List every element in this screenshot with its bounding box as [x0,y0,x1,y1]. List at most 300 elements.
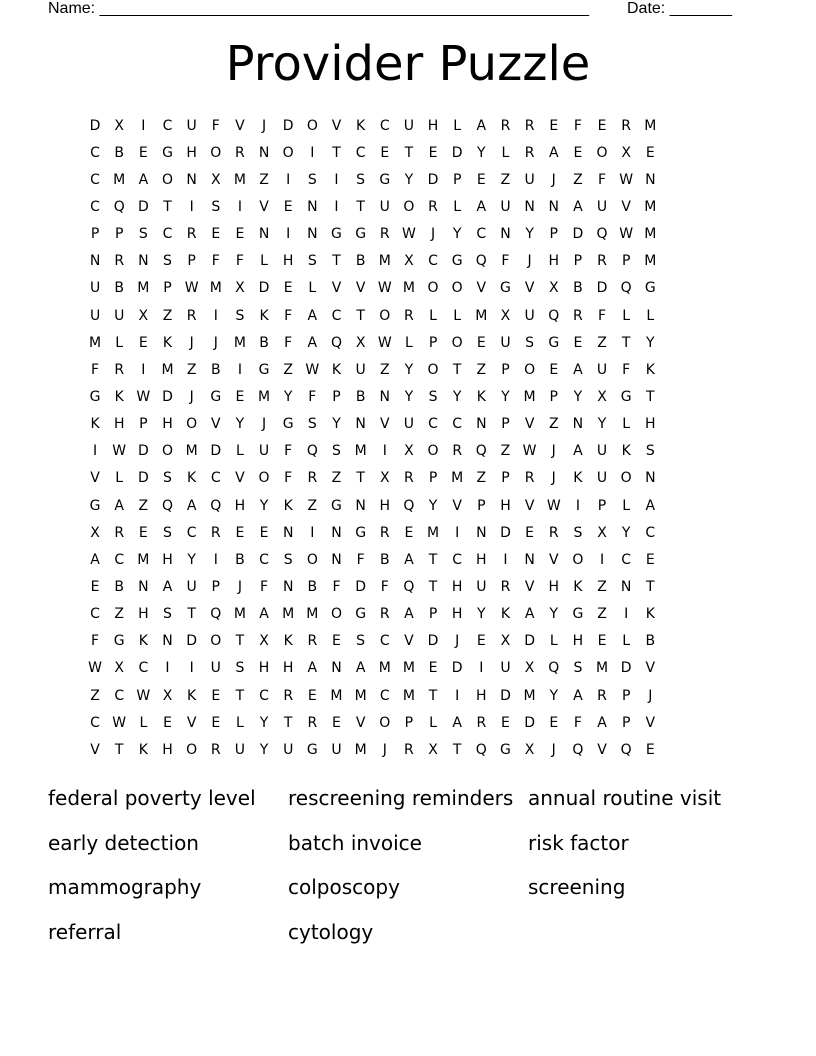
grid-cell: Z [114,606,124,623]
grid-cell: G [548,334,560,351]
grid-cell: R [210,524,221,541]
grid-cell: N [476,416,487,433]
grid-cell: P [428,334,438,351]
grid-cell: E [597,633,607,650]
grid-cell: O [403,198,415,215]
grid-cell: U [89,307,101,324]
grid-cell: N [258,226,270,243]
grid-cell: A [573,198,583,215]
grid-cell: J [261,416,267,433]
word-list-item: colposcopy [288,875,400,900]
grid-cell: N [548,198,559,215]
grid-cell: N [282,524,294,541]
grid-cell: F [501,253,510,270]
grid-cell: O [282,144,294,161]
grid-cell: O [379,307,391,324]
grid-cell: A [573,443,583,460]
grid-cell: E [597,117,607,134]
grid-cell: C [90,606,100,623]
grid-cell: W [136,687,151,704]
grid-cell: H [258,660,270,677]
grid-cell: C [210,470,221,487]
grid-cell: Q [210,497,222,514]
grid-cell: R [524,144,535,161]
grid-cell: V [331,117,342,134]
grid-cell: I [141,117,146,134]
grid-cell: V [524,578,535,595]
grid-cell: A [404,551,414,568]
grid-cell: F [91,633,100,650]
grid-cell: T [332,253,341,270]
grid-cell: G [500,741,511,758]
grid-cell: H [379,497,391,514]
grid-cell: N [138,578,149,595]
grid-cell: S [332,443,341,460]
grid-cell: T [428,687,438,704]
grid-cell: B [210,361,221,378]
grid-cell: X [379,470,390,487]
grid-cell: V [379,416,390,433]
word-list-item: rescreening reminders [288,786,514,811]
word-list-item: mammography [48,875,202,900]
grid-cell: L [236,443,244,460]
grid-cell: D [596,280,608,297]
grid-cell: T [356,470,365,487]
grid-cell: F [597,307,607,324]
grid-cell: R [307,633,318,650]
grid-cell: D [258,280,270,297]
grid-cell: Z [138,497,149,514]
grid-cell: H [476,687,487,704]
grid-cell: M [137,280,150,297]
grid-cell: I [237,198,242,215]
grid-cell: A [645,497,656,514]
grid-cell: L [453,198,462,215]
grid-cell: Z [162,307,173,324]
grid-cell: N [645,171,656,188]
grid-cell: I [189,198,194,215]
grid-cell: K [187,687,197,704]
grid-cell: A [162,578,173,595]
grid-cell: G [451,253,463,270]
grid-cell: V [90,741,100,758]
grid-cell: X [597,524,607,541]
grid-cell: E [645,144,655,161]
grid-cell: P [549,388,558,405]
grid-cell: R [114,361,125,378]
grid-cell: M [644,253,657,270]
grid-cell: I [382,443,387,460]
grid-cell: V [235,470,245,487]
grid-cell: H [138,606,149,623]
grid-cell: F [235,253,244,270]
grid-cell: Y [621,524,631,541]
grid-cell: R [597,253,607,270]
grid-cell: E [380,144,390,161]
grid-cell: O [330,606,342,623]
grid-cell: I [286,171,291,188]
grid-cell: S [138,226,148,243]
grid-cell: R [379,226,390,243]
grid-cell: D [572,226,584,243]
grid-row [83,736,735,763]
grid-cell: C [428,416,438,433]
grid-cell: N [307,226,318,243]
grid-cell: A [259,606,269,623]
grid-cell: A [114,497,124,514]
grid-cell: F [573,714,582,731]
grid-cell: P [211,578,220,595]
grid-cell: U [186,578,197,595]
grid-cell: B [355,388,366,405]
grid-cell: Z [90,687,100,704]
grid-cell: I [624,606,629,623]
grid-cell: A [307,334,318,351]
grid-cell: E [549,361,559,378]
grid-cell: I [189,660,194,677]
grid-cell: K [573,578,583,595]
grid-cell: M [354,687,367,704]
grid-cell: E [476,633,486,650]
grid-row [83,302,735,329]
grid-cell: T [114,741,124,758]
name-field[interactable]: Name: _______________________________________________________ [48,0,589,17]
header [48,0,748,20]
grid-cell: X [500,307,511,324]
grid-cell: F [308,388,317,405]
grid-cell: R [307,470,318,487]
grid-cell: M [113,171,126,188]
grid-cell: R [476,714,487,731]
grid-cell: D [500,687,511,704]
grid-cell: L [115,470,124,487]
grid-cell: A [573,687,583,704]
grid-cell: P [597,497,607,514]
grid-cell: V [355,714,366,731]
grid-cell: D [89,117,101,134]
grid-row [83,383,735,410]
grid-cell: A [573,361,583,378]
grid-cell: A [524,606,535,623]
grid-cell: E [573,334,583,351]
grid-cell: T [163,198,172,215]
grid-cell: D [186,633,198,650]
word-list-item: referral [48,919,122,944]
grid-cell: U [596,470,608,487]
grid-cell: M [306,606,319,623]
grid-cell: L [308,280,317,297]
grid-cell: M [161,361,174,378]
grid-cell: F [380,578,389,595]
grid-cell: A [404,606,414,623]
grid-cell: P [573,253,583,270]
grid-cell: G [89,388,101,405]
grid-cell: O [451,334,463,351]
grid-cell: K [90,416,100,433]
grid-cell: I [213,307,218,324]
grid-cell: H [548,253,559,270]
grid-cell: C [162,117,173,134]
grid-cell: C [621,551,632,568]
grid-cell: L [236,714,244,731]
grid-cell: T [356,307,365,324]
grid-cell: R [500,117,511,134]
grid-cell: E [332,633,341,650]
grid-cell: H [427,117,439,134]
grid-cell: P [90,226,100,243]
grid-cell: M [185,443,198,460]
grid-cell: R [404,470,414,487]
grid-cell: K [645,606,655,623]
grid-cell: Y [452,226,462,243]
grid-cell: K [476,388,486,405]
grid-cell: X [355,334,366,351]
grid-row [83,438,735,465]
grid-cell: E [307,687,317,704]
grid-cell: R [283,687,294,704]
grid-cell: E [235,388,245,405]
grid-cell: L [622,307,631,324]
grid-cell: U [596,198,608,215]
grid-cell: Q [572,741,584,758]
grid-cell: B [235,551,245,568]
grid-cell: P [621,253,631,270]
grid-cell: M [282,606,295,623]
grid-cell: J [551,171,556,188]
grid-cell: O [427,280,439,297]
grid-cell: K [283,633,293,650]
grid-cell: M [644,226,657,243]
grid-cell: D [451,660,463,677]
grid-cell: Q [548,660,560,677]
grid-cell: A [307,307,318,324]
grid-cell: V [259,198,269,215]
grid-cell: Z [259,171,269,188]
grid-cell: Y [283,388,293,405]
grid-cell: U [500,334,511,351]
grid-cell: M [475,307,488,324]
grid-cell: B [379,551,390,568]
grid-cell: F [573,117,582,134]
grid-cell: X [404,443,414,460]
grid-cell: A [90,551,100,568]
grid-cell: Q [596,226,608,243]
grid-cell: G [113,633,125,650]
grid-cell: Y [452,388,462,405]
grid-cell: K [356,117,366,134]
grid-cell: W [401,226,416,243]
grid-cell: G [162,144,173,161]
grid-cell: U [524,171,535,188]
grid-cell: C [331,307,342,324]
word-list-item: federal poverty level [48,786,256,811]
grid-cell: N [331,551,342,568]
grid-cell: O [161,171,173,188]
grid-row [83,628,735,655]
grid-cell: L [453,307,462,324]
grid-cell: G [644,280,656,297]
grid-cell: X [404,253,414,270]
grid-cell: G [355,524,367,541]
grid-cell: T [235,633,245,650]
grid-cell: K [162,334,173,351]
grid-cell: S [163,524,172,541]
grid-cell: W [112,443,127,460]
grid-cell: J [430,226,436,243]
grid-cell: C [259,551,269,568]
grid-cell: Z [573,171,583,188]
grid-cell: Y [259,497,269,514]
grid-cell: C [114,687,125,704]
grid-cell: Q [475,741,487,758]
grid-cell: P [621,714,631,731]
grid-cell: S [356,171,366,188]
grid-cell: O [186,741,198,758]
grid-cell: C [452,416,463,433]
grid-cell: Y [477,606,486,623]
grid-cell: P [428,606,438,623]
grid-cell: R [379,606,390,623]
grid-cell: L [260,253,268,270]
grid-cell: C [379,117,390,134]
grid-cell: K [573,470,583,487]
grid-cell: T [187,606,196,623]
grid-row [83,329,735,356]
grid-cell: Q [548,307,560,324]
grid-cell: J [189,334,194,351]
grid-cell: R [186,307,197,324]
grid-cell: W [88,660,102,677]
grid-row [83,573,735,600]
grid-cell: E [525,524,535,541]
grid-cell: E [211,226,221,243]
grid-cell: J [237,578,242,595]
grid-cell: M [233,606,246,623]
grid-cell: Q [475,443,487,460]
grid-cell: U [89,280,101,297]
grid-cell: T [283,714,293,731]
grid-cell: C [90,714,100,731]
grid-cell: E [476,171,486,188]
grid-cell: E [404,524,414,541]
grid-cell: U [524,307,535,324]
grid-cell: X [597,388,607,405]
grid-cell: K [138,633,148,650]
grid-cell: Z [186,361,197,378]
grid-cell: F [211,117,220,134]
grid-cell: U [500,660,511,677]
grid-cell: M [426,524,440,541]
grid-cell: E [573,144,583,161]
grid-cell: D [162,388,173,405]
grid-cell: J [551,741,556,758]
grid-cell: B [355,253,366,270]
grid-cell: Y [549,606,559,623]
grid-cell: P [428,470,438,487]
grid-cell: C [379,633,390,650]
grid-cell: Y [525,226,534,243]
grid-cell: U [114,307,125,324]
grid-cell: H [451,606,463,623]
grid-cell: M [233,334,246,351]
word-list-item: screening [528,875,626,900]
grid-cell: N [186,171,197,188]
grid-cell: E [163,714,172,731]
grid-row [83,275,735,302]
grid-cell: M [354,443,367,460]
grid-cell: A [476,117,487,134]
grid-cell: X [162,687,173,704]
grid-cell: B [573,280,583,297]
grid-cell: B [645,633,656,650]
grid-cell: G [282,416,294,433]
grid-cell: G [379,171,391,188]
grid-row [83,709,735,736]
grid-cell: W [619,171,634,188]
grid-cell: B [114,144,125,161]
grid-cell: U [476,578,487,595]
grid-cell: M [137,551,150,568]
grid-cell: I [286,226,291,243]
grid-cell: P [621,687,631,704]
grid-cell: W [522,443,537,460]
grid-cell: L [429,307,437,324]
grid-row [83,411,735,438]
grid-cell: A [452,714,462,731]
grid-cell: X [500,633,511,650]
grid-cell: L [622,416,631,433]
grid-cell: Q [620,280,632,297]
grid-cell: U [596,443,608,460]
grid-cell: L [501,144,510,161]
grid-cell: Q [620,741,632,758]
grid-cell: E [235,226,245,243]
grid-cell: G [500,280,511,297]
grid-cell: S [211,198,221,215]
grid-cell: I [599,551,605,568]
grid-cell: R [548,524,559,541]
grid-cell: U [596,361,608,378]
grid-cell: V [355,280,366,297]
grid-cell: I [310,144,315,161]
grid-cell: Q [306,443,318,460]
grid-cell: Y [404,361,414,378]
grid-cell: U [403,416,415,433]
grid-cell: E [283,198,293,215]
grid-cell: R [428,198,438,215]
grid-cell: Z [283,361,293,378]
date-field[interactable]: Date: _______ [627,0,732,17]
grid-row [83,682,735,709]
word-list [48,776,768,954]
grid-cell: V [452,497,462,514]
grid-cell: T [332,144,341,161]
grid-cell: M [209,280,222,297]
grid-cell: V [524,497,535,514]
grid-cell: Q [403,578,415,595]
grid-cell: A [355,660,366,677]
grid-cell: E [645,741,655,758]
grid-cell: A [138,171,149,188]
grid-cell: U [331,741,342,758]
grid-cell: X [548,280,559,297]
grid-cell: D [137,443,149,460]
grid-cell: P [404,714,414,731]
grid-cell: Y [428,497,438,514]
grid-cell: I [455,687,460,704]
grid-cell: W [377,334,392,351]
grid-cell: J [527,253,532,270]
